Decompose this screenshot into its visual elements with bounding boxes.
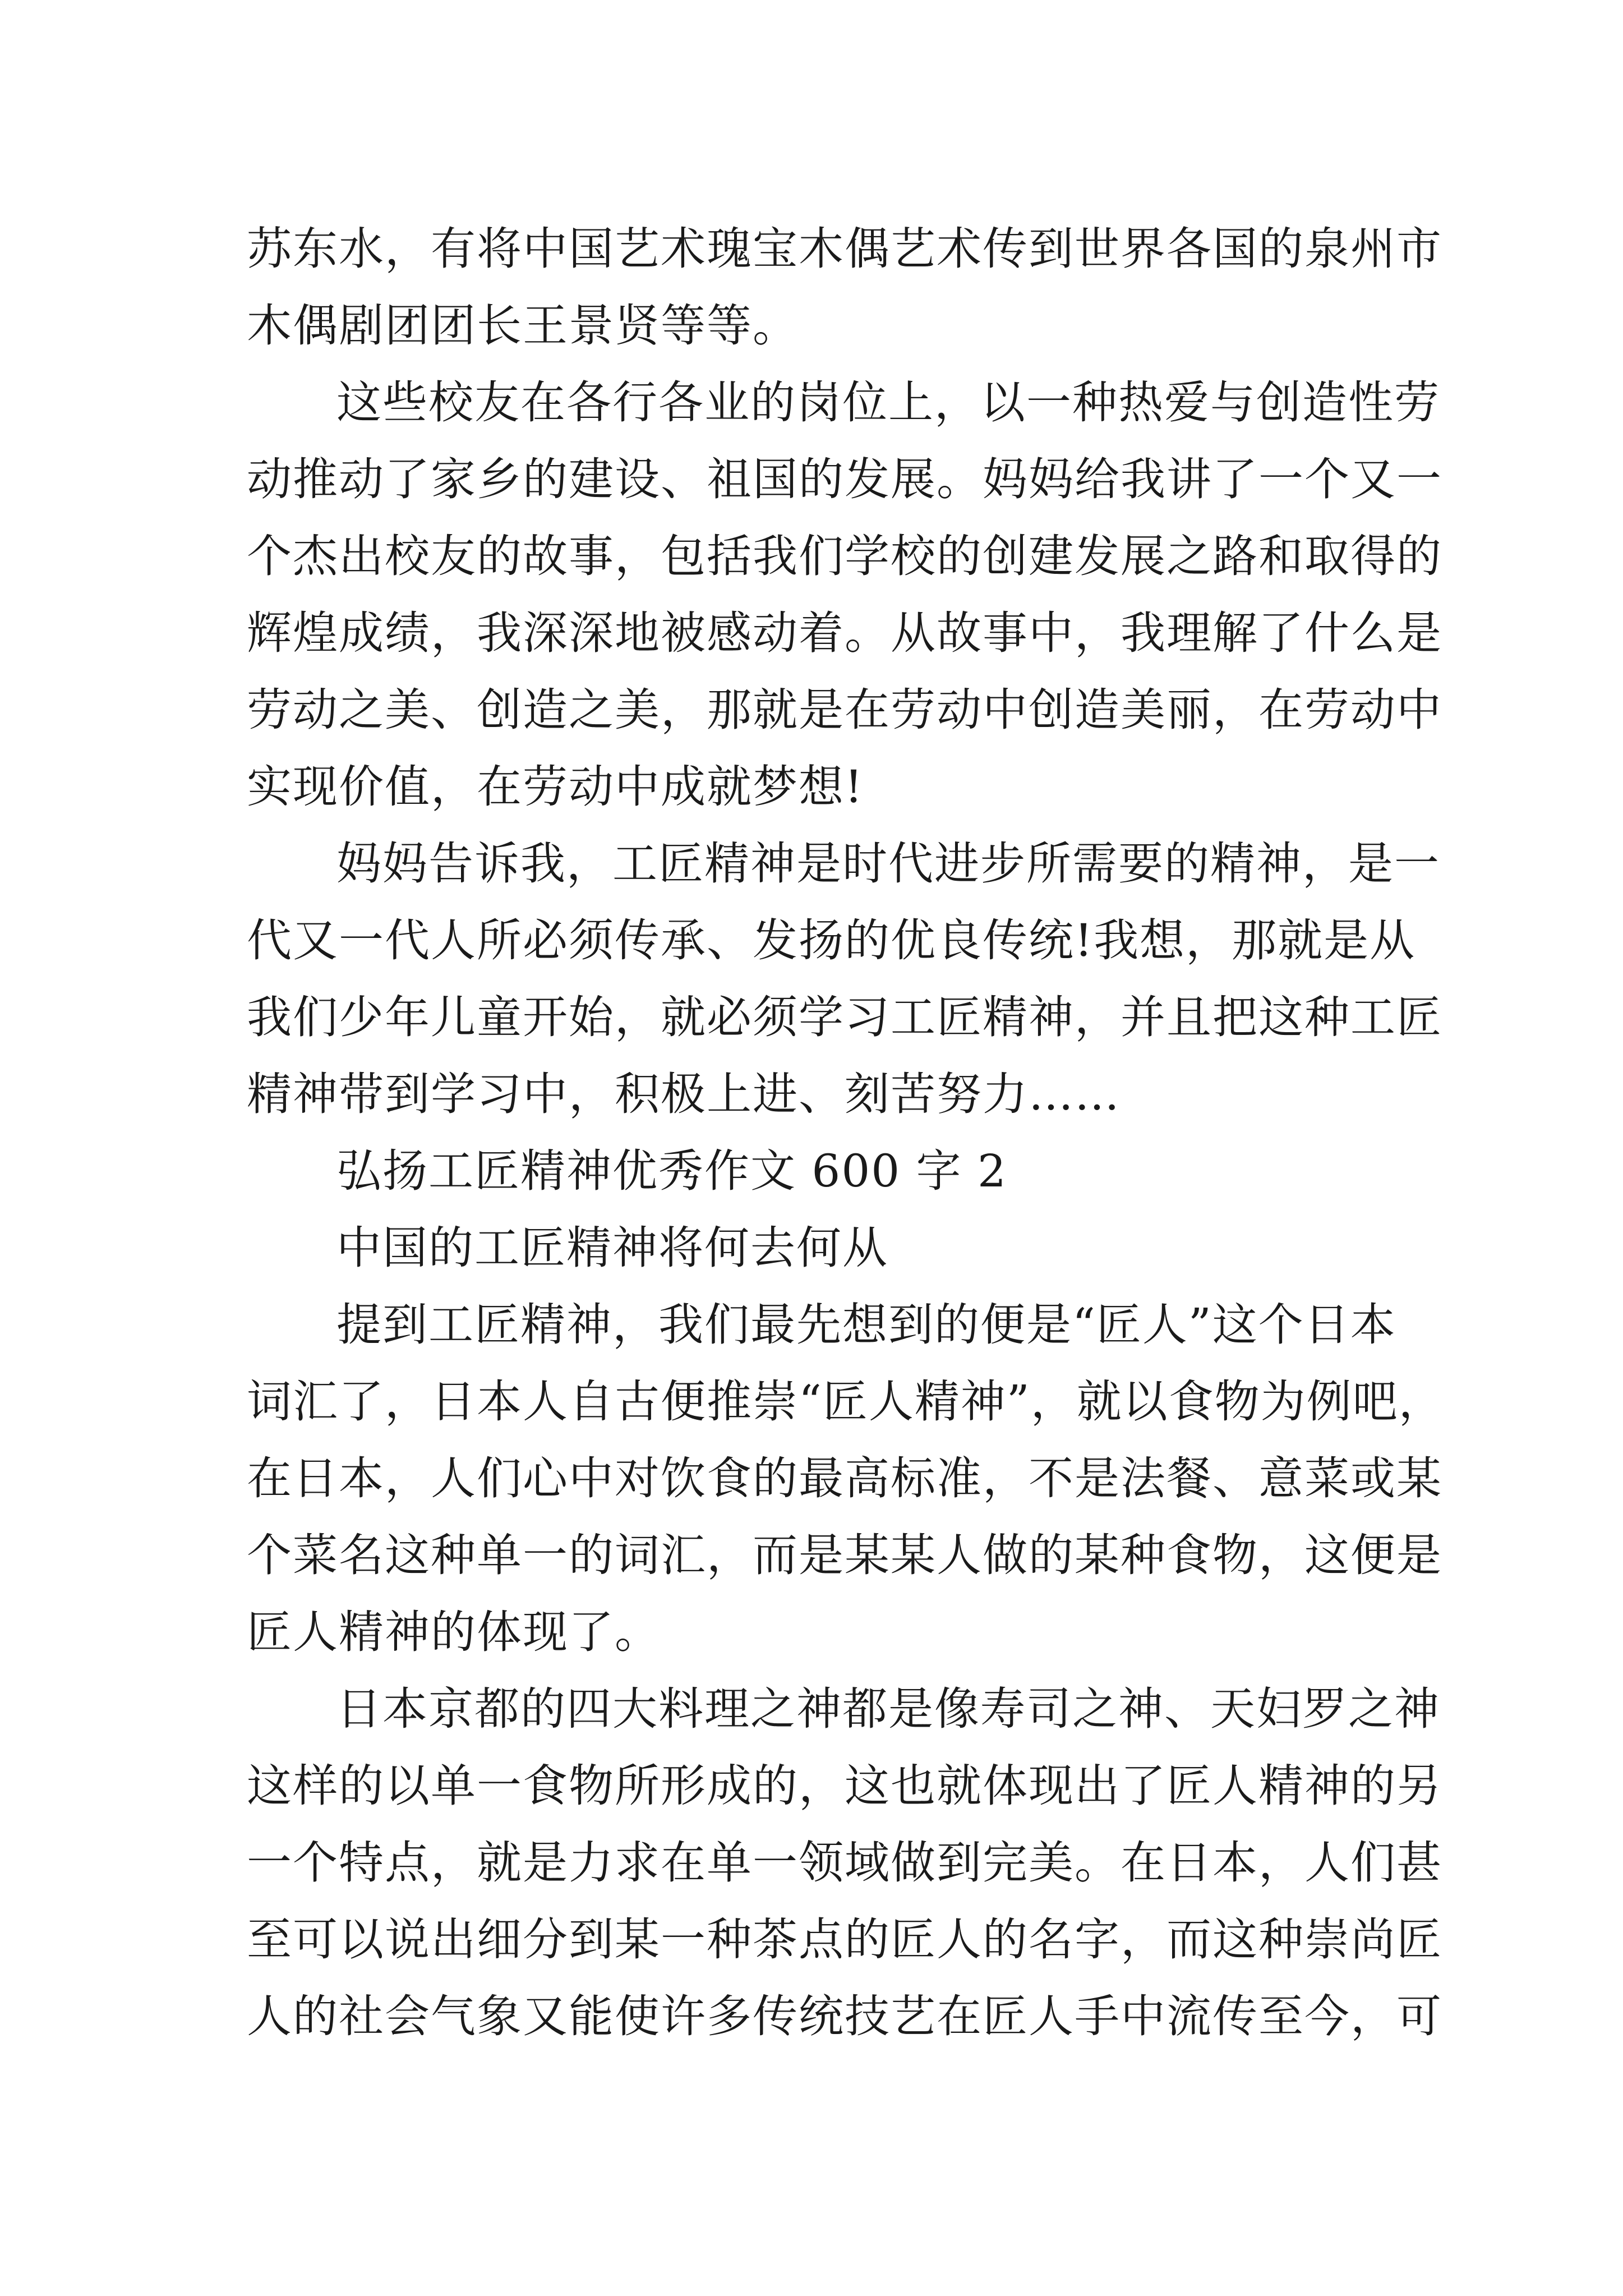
text-line: 词汇了，日本人自古便推崇“匠人精神”，就以食物为例吧， <box>247 1375 1445 1428</box>
section-heading: 弘扬工匠精神优秀作文 600 字 2 <box>336 1145 1007 1197</box>
text-line: 我们少年儿童开始，就必须学习工匠精神，并且把这种工匠 <box>247 991 1442 1043</box>
text-line: 人的社会气象又能使许多传统技艺在匠人手中流传至今，可 <box>247 1990 1442 2042</box>
text-line: 代又一代人所必须传承、发扬的优良传统!我想，那就是从 <box>247 914 1416 967</box>
text-line: 提到工匠精神，我们最先想到的便是“匠人”这个日本 <box>336 1299 1396 1351</box>
text-line: 木偶剧团团长王景贤等等。 <box>247 300 799 352</box>
text-line: 这些校友在各行各业的岗位上，以一种热爱与创造性劳 <box>336 376 1440 429</box>
text-line: 匠人精神的体现了。 <box>247 1606 661 1658</box>
text-line: 动推动了家乡的建设、祖国的发展。妈妈给我讲了一个又一 <box>247 453 1442 505</box>
text-line: 这样的以单一食物所形成的，这也就体现出了匠人精神的另 <box>247 1760 1442 1812</box>
text-line: 精神带到学习中，积极上进、刻苦努力…… <box>247 1068 1121 1120</box>
text-line: 实现价值，在劳动中成就梦想! <box>247 761 864 813</box>
text-line: 苏东水，有将中国艺术瑰宝木偶艺术传到世界各国的泉州市 <box>247 223 1442 275</box>
text-line: 日本京都的四大料理之神都是像寿司之神、天妇罗之神 <box>336 1683 1440 1735</box>
document-body <box>247 210 1445 2055</box>
text-line: 妈妈告诉我，工匠精神是时代进步所需要的精神，是一 <box>336 838 1440 890</box>
text-line: 一个特点，就是力求在单一领域做到完美。在日本，人们甚 <box>247 1837 1442 1889</box>
essay-title: 中国的工匠精神将何去何从 <box>336 1222 888 1274</box>
text-line: 在日本，人们心中对饮食的最高标准，不是法餐、意菜或某 <box>247 1452 1442 1504</box>
text-line: 劳动之美、创造之美，那就是在劳动中创造美丽，在劳动中 <box>247 684 1442 736</box>
text-line: 至可以说出细分到某一种茶点的匠人的名字，而这种崇尚匠 <box>247 1913 1442 1966</box>
text-line: 个菜名这种单一的词汇，而是某某人做的某种食物，这便是 <box>247 1529 1442 1581</box>
text-line: 辉煌成绩，我深深地被感动着。从故事中，我理解了什么是 <box>247 607 1442 659</box>
text-line: 个杰出校友的故事，包括我们学校的创建发展之路和取得的 <box>247 530 1442 582</box>
